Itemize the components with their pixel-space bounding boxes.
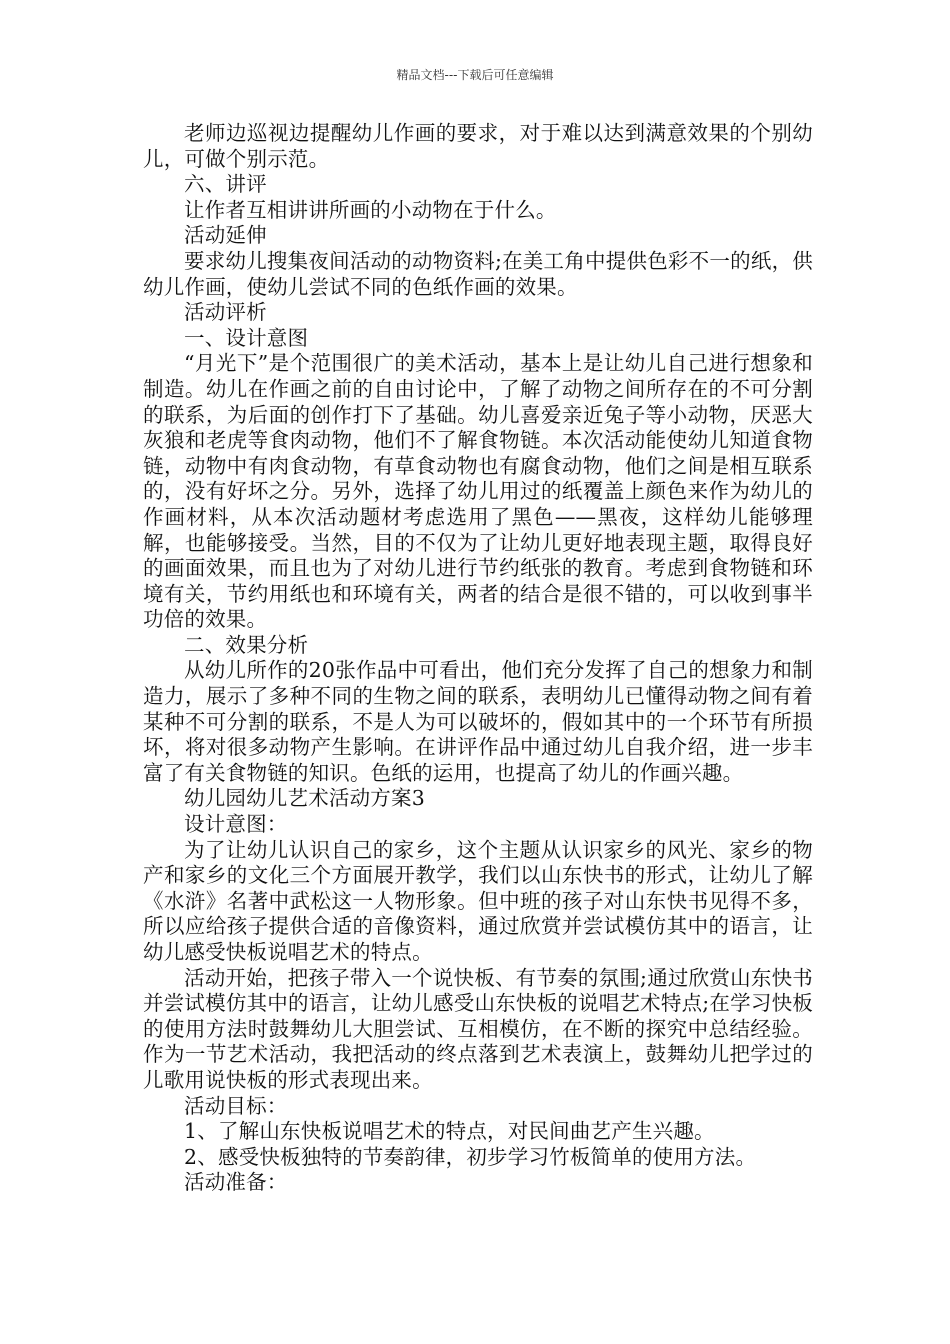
paragraph: 为了让幼儿认识自己的家乡，这个主题从认识家乡的风光、家乡的物产和家乡的文化三个方面展开教学，我们以山东快书的形式，让幼儿了解《水浒》名著中武松这一人物形象。但中班的孩子对山东快书见得不多，所以应给孩子提供合适的音像资料，通过欣赏并尝试模仿其中的语言，让幼儿感受快板说唱艺术的特点。 [143, 837, 813, 964]
section-heading: 二、效果分析 [184, 632, 309, 657]
paragraph: 活动开始，把孩子带入一个说快板、有节奏的氛围;通过欣赏山东快书并尝试模仿其中的语言，让幼儿感受山东快板的说唱艺术特点;在学习快板的使用方法时鼓舞幼儿大胆尝试、互相模仿，在不断的探究中总结经验。作为一节艺术活动，我把活动的终点落到艺术表演上，鼓舞幼儿把学过的儿歌用说快板的形式表现出来。 [143, 965, 813, 1092]
page-header: 精品文档---下载后可任意编辑 [396, 68, 554, 82]
section-heading: 设计意图： [184, 812, 288, 837]
paragraph: 要求幼儿搜集夜间活动的动物资料;在美工角中提供色彩不一的纸，供幼儿作画，使幼儿尝试不同的色纸作画的效果。 [143, 248, 813, 299]
paragraph: 让作者互相讲讲所画的小动物在于什么。 [184, 197, 557, 222]
section-heading: 活动延伸 [184, 223, 267, 248]
document-body [143, 121, 813, 1196]
list-item: 1、了解山东快板说唱艺术的特点，对民间曲艺产生兴趣。 [184, 1119, 715, 1144]
section-heading: 六、讲评 [184, 172, 267, 197]
list-item: 2、感受快板独特的节奏韵律，初步学习竹板简单的使用方法。 [184, 1144, 757, 1169]
section-heading: 幼儿园幼儿艺术活动方案3 [184, 786, 425, 811]
paragraph: 老师边巡视边提醒幼儿作画的要求，对于难以达到满意效果的个别幼儿，可做个别示范。 [143, 121, 813, 171]
section-heading: 活动评析 [184, 300, 267, 325]
section-heading: 活动目标： [184, 1093, 288, 1118]
paragraph: “月光下”是个范围很广的美术活动，基本上是让幼儿自己进行想象和制造。幼儿在作画之前的自由讨论中，了解了动物之间所存在的不可分割的联系，为后面的创作打下了基础。幼儿喜爱亲近兔子等小动物，厌恶大灰狼和老虎等食肉动物，他们不了解食物链。本次活动能使幼儿知道食物链，动物中有肉食动物，有草食动物也有腐食动物，他们之间是相互联系的，没有好坏之分。另外，选择了幼儿用过的纸覆盖上颜色来作为幼儿的作画材料，从本次活动题材考虑选用了黑色——黑夜，这样幼儿能够理解，也能够接受。当然，目的不仅为了让幼儿更好地表现主题，取得良好的画面效果，而且也为了对幼儿进行节约纸张的教育。考虑到食物链和环境有关，节约用纸也和环境有关，两者的结合是很不错的，可以收到事半功倍的效果。 [143, 351, 813, 632]
section-heading: 一、设计意图 [184, 325, 309, 350]
section-heading: 活动准备： [184, 1170, 288, 1195]
paragraph: 从幼儿所作的20张作品中可看出，他们充分发挥了自己的想象力和制造力，展示了多种不同的生物之间的联系，表明幼儿已懂得动物之间有着某种不可分割的联系，不是人为可以破坏的，假如其中的一个环节有所损坏，将对很多动物产生影响。在讲评作品中通过幼儿自我介绍，进一步丰富了有关食物链的知识。色纸的运用，也提高了幼儿的作画兴趣。 [143, 658, 813, 785]
